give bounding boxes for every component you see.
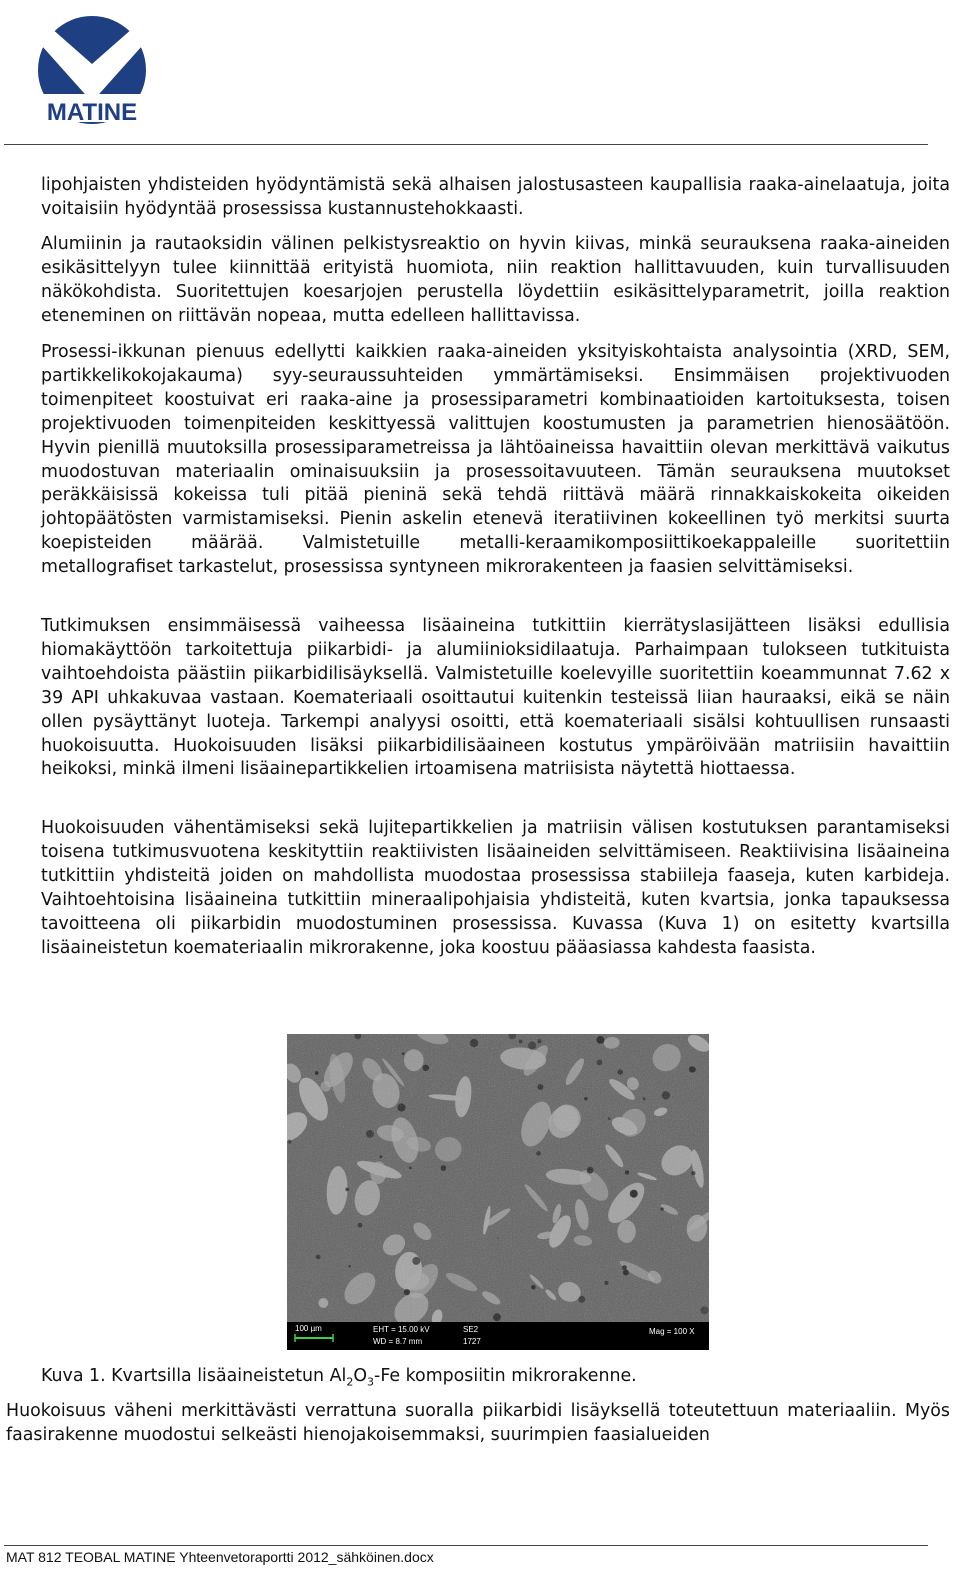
paragraph-2: Alumiinin ja rautaoksidin välinen pelkistysreaktio on hyvin kiivas, minkä seurauksena raaka-aineiden esikäsittelyyn tulee kiinnittää erityistä huomiota, niin reaktion hallittavuuden, kuin turvallisuuden näkökohdista. Suoritettujen koesarjojen perustella löydettiin esikäsittelyparametrit, joilla reaktion eteneminen on riittävän nopeaa, mutta edelleen hallittavissa. bbox=[41, 234, 950, 326]
matine-logo bbox=[22, 6, 162, 124]
paragraph-5: Huokoisuuden vähentämiseksi sekä lujitepartikkelien ja matriisin välisen kostutuksen parantamiseksi toisena tutkimusvuotena keskityttiin reaktiivisten lisäaineiden selvittämiseen. Reaktiivisina lisäaineina tutkittiin yhdisteitä joiden on mahdollista muodostaa prosessissa stabiileja faaseja, kuten karbideja. Vaihtoehtoisina lisäaineina tutkittiin mineraalipohjaisia yhdisteitä, kuten kvartsia, jonka tapauksessa tavoitteena oli piikarbidin muodostuminen prosessissa. Kuvassa (Kuva 1) on esitetty kvartsilla lisäaineistetun koemateriaalin mikrorakenne, joka koostuu pääasiassa kahdesta faasista. bbox=[41, 818, 950, 958]
scale-bar-label: 100 µm bbox=[295, 1324, 322, 1333]
logo-text: MATINE bbox=[46, 99, 138, 124]
sem-micrograph bbox=[287, 1034, 709, 1350]
image-number-label: 1727 bbox=[463, 1337, 481, 1346]
paragraph-4: Tutkimuksen ensimmäisessä vaiheessa lisäaineina tutkittiin kierrätyslasijätteen lisäksi edullisia hiomakäyttöön tarkoitettuja piikarbidi- ja alumiinioksidilaatuja. Parhaimpaan tulokseen tutkituista vaihtoehdoista päästiin piikarbidilisäyksellä. Valmistetuille koelevyille suoritettiin koeammunnat 7.62 x 39 API uhkakuvaa vastaan. Koemateriaali osoittautui kuitenkin testeissä liian hauraaksi, eikä se näin ollen pysäyttänyt luoteja. Tarkempi analyysi osoitti, että koemateriaali sisälsi kohtuullisen runsaasti huokoisuutta. Huokoisuuden lisäksi piikarbidilisäaineen kostutus ympäröivään matriisiin havaittiin heikoksi, minkä ilmeni lisäainepartikkelien irtoamisena matriisista näytettä hiottaessa. bbox=[41, 616, 950, 780]
header-divider bbox=[4, 144, 928, 145]
eht-label: EHT = 15.00 kV bbox=[373, 1325, 430, 1334]
figure-caption: Kuva 1. Kvartsilla lisäaineistetun $Al_2O_3-Fe$ komposiitin mikrorakenne. bbox=[41, 1366, 637, 1389]
footer-divider bbox=[4, 1545, 928, 1546]
footer-text: MAT 812 TEOBAL MATINE Yhteenvetoraportti 2012_sähköinen.docx bbox=[6, 1549, 434, 1565]
magnification-label: Mag = 100 X bbox=[649, 1327, 695, 1336]
wd-label: WD = 8.7 mm bbox=[373, 1337, 423, 1346]
paragraph-3: Prosessi-ikkunan pienuus edellytti kaikkien raaka-aineiden yksityiskohtaista analysointia (XRD, SEM, partikkelikokojakauma) syy-seuraussuhteiden ymmärtämiseksi. Ensimmäisen projektivuoden toimenpiteet koostuivat eri raaka-aine ja prosessiparametri kombinaatioiden kartoituksesta, toisen projektivuoden toimenpiteiden keskittyessä valittujen koostumusten ja parametrien hienosäätöön. Hyvin pienillä muutoksilla prosessiparametreissa ja lähtöaineissa havaittiin olevan merkittävä vaikutus muodostuvan materiaalin ominaisuuksiin ja prosessoitavuuteen. Tämän seurauksena muutokset peräkkäisissä kokeissa tuli pitää pieninä sekä tehdä riittävä määrä rinnakkaiskokeita oikeiden johtopäätösten varmistamiseksi. Pienin askelin etenevä iteratiivinen kokeellinen työ merkitsi suurta koepisteiden määrää. Valmistetuille metalli-keraamikomposiittikoekappaleille suoritettiin metallografiset tarkastelut, prosessissa syntyneen mikrorakenteen ja faasien selvittämiseksi. bbox=[41, 342, 950, 578]
closing-paragraph: Huokoisuus väheni merkittävästi verrattuna suoralla piikarbidi lisäyksellä toteutettuun materiaaliin. Myös faasirakenne muodostui selkeästi hienojakoisemmaksi, suurimpien faasialueiden bbox=[6, 1401, 950, 1445]
paragraph-1: lipohjaisten yhdisteiden hyödyntämistä sekä alhaisen jalostusasteen kaupallisia raaka-ainelaatuja, joita voitaisiin hyödyntää prosessissa kustannustehokkaasti. bbox=[41, 175, 950, 219]
detector-label: SE2 bbox=[463, 1325, 479, 1334]
